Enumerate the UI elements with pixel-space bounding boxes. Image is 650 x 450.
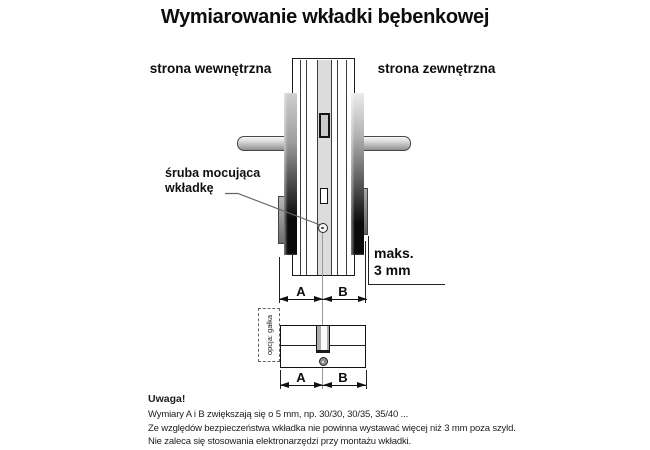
fixing-screw-label-line2: wkładkę <box>165 180 214 195</box>
notes-block <box>148 393 528 449</box>
note-line-2: Ze względów bezpieczeństwa wkładka nie powinna wystawać więcej niż 3 mm poza szyld. <box>148 422 516 434</box>
max-protrusion-label-line1: maks. <box>374 244 414 261</box>
handle-rod-inner <box>237 136 286 151</box>
max-protrusion-label <box>374 245 414 280</box>
extension-line-right <box>365 241 366 303</box>
door-layer-line <box>306 60 307 275</box>
note-line-1: Wymiary A i B zwiększają się o 5 mm, np. 30/30, 30/35, 35/40 ... <box>148 409 409 420</box>
escutcheon-inner <box>284 93 297 255</box>
door-layer-line <box>331 60 332 275</box>
door-layer-line <box>337 60 338 275</box>
door-layer-line <box>346 60 347 275</box>
label-inner-side: strona wewnętrzna <box>149 61 272 76</box>
cylinder-slot <box>320 188 328 204</box>
screw-dot <box>321 227 323 229</box>
notes-heading: Uwaga! <box>148 393 186 405</box>
fixing-screw-label-line1: śruba mocująca <box>165 165 261 180</box>
label-outer-side: strona zewnętrzna <box>377 61 496 76</box>
max-protrusion-label-line2: 3 mm <box>374 262 411 278</box>
note-line-3: Nie zaleca się stosowania elektronarzędzi przy montażu wkładki. <box>148 436 412 448</box>
cylinder-cam-notch <box>316 325 330 353</box>
max-protrusion-hline <box>368 284 445 285</box>
door-layer-line <box>300 60 301 275</box>
cylinder-body-column <box>317 60 331 275</box>
knob-option-box <box>258 308 280 362</box>
fixing-screw <box>318 223 328 233</box>
fixing-screw-label <box>165 166 260 196</box>
dimension-b-label-upper: B <box>338 284 348 299</box>
dimension-a-label-upper: A <box>296 284 306 299</box>
dim-arrow <box>357 382 366 388</box>
dimension-b-label-lower: B <box>338 370 348 385</box>
dim-arrow <box>358 296 367 302</box>
page-title: Wymiarowanie wkładki bębenkowej <box>160 6 490 28</box>
door-layer-line <box>317 60 318 275</box>
fixing-screw-profile <box>319 357 328 366</box>
knob-option-label: opcja: gałka <box>264 314 274 356</box>
handle-rod-outer <box>362 136 411 151</box>
dimension-a-label-lower: A <box>296 370 306 385</box>
cylinder-cam <box>319 113 330 138</box>
escutcheon-outer <box>351 93 364 255</box>
screw-dot <box>322 361 324 363</box>
max-protrusion-vline <box>368 236 369 284</box>
